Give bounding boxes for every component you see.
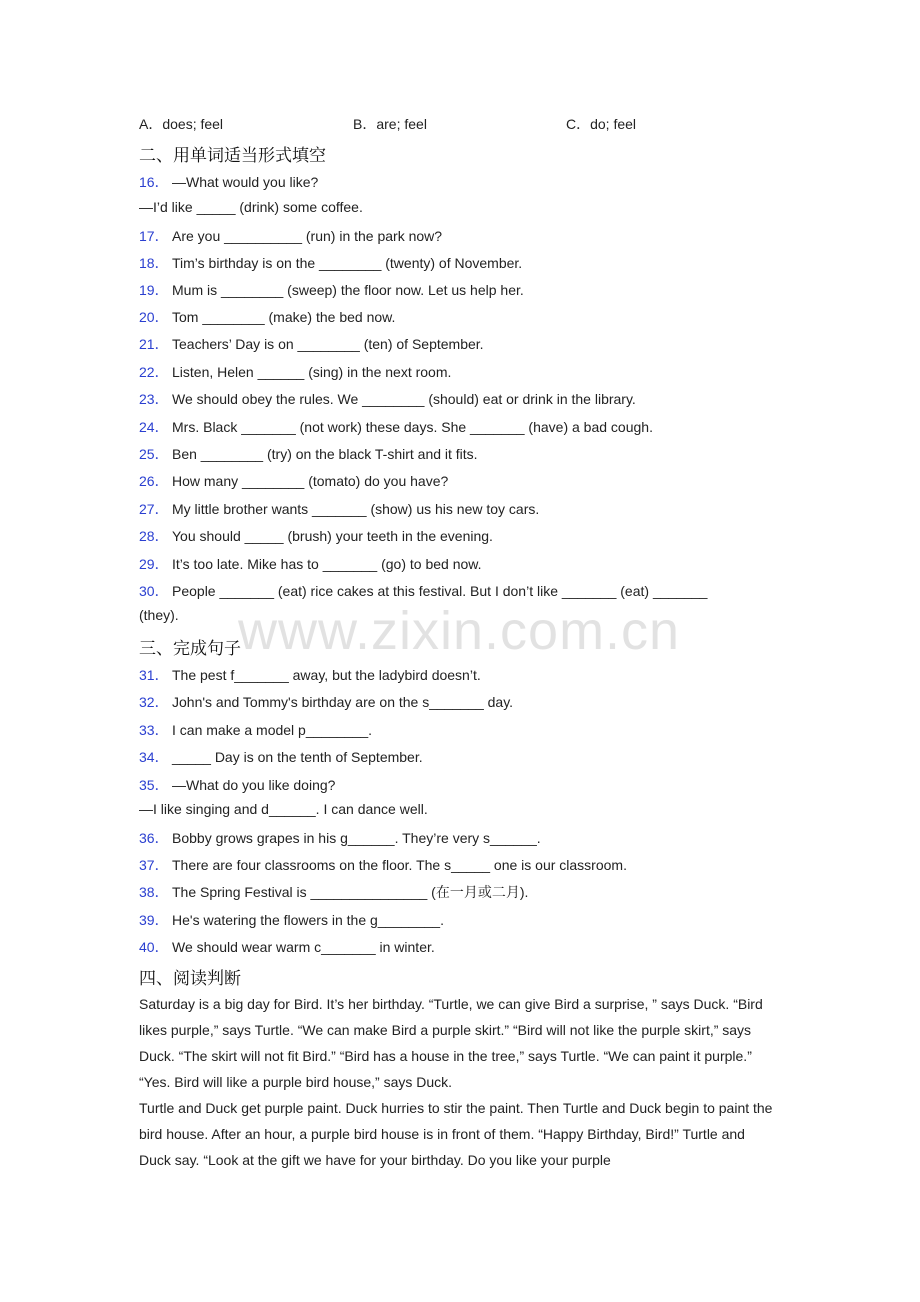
question-row <box>139 554 482 574</box>
question-row <box>139 581 707 601</box>
question-number: 19． <box>139 282 169 298</box>
question-number: 39． <box>139 912 169 928</box>
question-text: There are four classrooms on the floor. The s_____ one is our classroom. <box>172 857 627 873</box>
question-text: I can make a model p________. <box>172 722 373 738</box>
question-text: Listen, Helen ______ (sing) in the next room. <box>172 364 452 380</box>
question-text: Are you __________ (run) in the park now? <box>172 228 443 244</box>
question-number: 29． <box>139 556 169 572</box>
question-number: 36． <box>139 830 169 846</box>
question-row <box>139 607 179 623</box>
question-text: The pest f_______ away, but the ladybird doesn’t. <box>172 667 481 683</box>
question-text: John's and Tommy's birthday are on the s_______ day. <box>172 694 514 710</box>
question-number: 27． <box>139 501 169 517</box>
watermark: www.zixin.com.cn <box>238 601 681 661</box>
question-number: 17． <box>139 228 169 244</box>
question-row <box>139 720 372 740</box>
question-text: You should _____ (brush) your teeth in the evening. <box>172 528 493 544</box>
question-number: 20． <box>139 309 169 325</box>
reading-passage <box>139 991 779 1173</box>
question-row <box>139 828 541 848</box>
reading-paragraph-1: Saturday is a big day for Bird. It’s her birthday. “Turtle, we can give Bird a surprise, ” says Duck. “Bird likes purple,” says Turtle. “We can make Bird a purple skirt.” “Bird will not like the purple skirt,” says Duck. “The skirt will not fit Bird.” “Bird has a house in the tree,” says Turtle. “We can paint it purple.” “Yes. Bird will like a purple bird house,” says Duck. <box>139 996 763 1090</box>
question-text: My little brother wants _______ (show) us his new toy cars. <box>172 501 540 517</box>
question-number: 23． <box>139 391 169 407</box>
option-a: A．does; feel <box>139 116 224 132</box>
question-text: —What do you like doing? <box>172 777 336 793</box>
question-row <box>139 444 478 464</box>
question-number: 28． <box>139 528 169 544</box>
question-row <box>139 334 484 354</box>
question-text: —I like singing and d______. I can dance well. <box>139 801 428 817</box>
question-number: 34． <box>139 749 169 765</box>
question-number: 24． <box>139 419 169 435</box>
question-text: Mum is ________ (sweep) the floor now. Let us help her. <box>172 282 524 298</box>
question-number: 21． <box>139 336 169 352</box>
question-number: 37． <box>139 857 169 873</box>
question-row <box>139 199 363 215</box>
question-row <box>139 910 444 930</box>
question-number: 35． <box>139 777 169 793</box>
option-c: C．do; feel <box>566 116 637 132</box>
question-row <box>139 280 524 300</box>
section-heading-fill-in: 二、用单词适当形式填空 <box>139 146 326 165</box>
question-number: 16． <box>139 174 169 190</box>
question-text: He's watering the flowers in the g________. <box>172 912 444 928</box>
question-row <box>139 389 636 409</box>
question-row <box>139 855 627 875</box>
section-heading-complete-sentences: 三、完成句子 <box>139 639 241 658</box>
reading-paragraph-2: Turtle and Duck get purple paint. Duck hurries to stir the paint. Then Turtle and Duck begin to paint the bird house. After an hour, a purple bird house is in front of them. “Happy Birthday, Bird!” Turtle and Duck say. “Look at the gift we have for your birthday. Do you like your purple <box>139 1100 773 1168</box>
question-row <box>139 499 539 519</box>
question-number: 31． <box>139 667 169 683</box>
question-row <box>139 747 423 767</box>
question-row <box>139 226 442 246</box>
question-text: —I’d like _____ (drink) some coffee. <box>139 199 363 215</box>
question-text: Mrs. Black _______ (not work) these days. She _______ (have) a bad cough. <box>172 419 653 435</box>
question-number: 38． <box>139 884 169 900</box>
question-number: 40． <box>139 939 169 955</box>
question-number: 25． <box>139 446 169 462</box>
question-text: How many ________ (tomato) do you have? <box>172 473 449 489</box>
question-row <box>139 526 493 546</box>
question-number: 22． <box>139 364 169 380</box>
question-text: It’s too late. Mike has to _______ (go) to bed now. <box>172 556 482 572</box>
question-text: We should obey the rules. We ________ (should) eat or drink in the library. <box>172 391 636 407</box>
question-row <box>139 172 318 192</box>
question-text: —What would you like? <box>172 174 319 190</box>
question-number: 26． <box>139 473 169 489</box>
question-text: Bobby grows grapes in his g______. They’re very s______. <box>172 830 541 846</box>
question-text: (they). <box>139 607 179 623</box>
question-row <box>139 692 513 712</box>
question-text: _____ Day is on the tenth of September. <box>172 749 423 765</box>
question-row <box>139 882 528 902</box>
option-b: B．are; feel <box>353 116 427 132</box>
question-text: Ben ________ (try) on the black T-shirt and it fits. <box>172 446 478 462</box>
section-heading-reading: 四、阅读判断 <box>139 969 241 988</box>
question-number: 30． <box>139 583 169 599</box>
question-row <box>139 362 451 382</box>
question-row <box>139 307 395 327</box>
question-text: People _______ (eat) rice cakes at this festival. But I don’t like _______ (eat) _______ <box>172 583 708 599</box>
question-row <box>139 471 448 491</box>
question-number: 32． <box>139 694 169 710</box>
question-row <box>139 937 435 957</box>
answer-options <box>139 114 779 134</box>
question-row <box>139 417 653 437</box>
question-number: 18． <box>139 255 169 271</box>
question-text: Tim’s birthday is on the ________ (twenty) of November. <box>172 255 523 271</box>
question-text: Teachers’ Day is on ________ (ten) of September. <box>172 336 484 352</box>
question-text: The Spring Festival is _______________ (在一月或二月). <box>172 884 529 900</box>
question-row <box>139 801 428 817</box>
question-row <box>139 665 481 685</box>
question-text: Tom ________ (make) the bed now. <box>172 309 396 325</box>
question-text: We should wear warm c_______ in winter. <box>172 939 435 955</box>
question-row <box>139 775 335 795</box>
question-number: 33． <box>139 722 169 738</box>
question-row <box>139 253 522 273</box>
